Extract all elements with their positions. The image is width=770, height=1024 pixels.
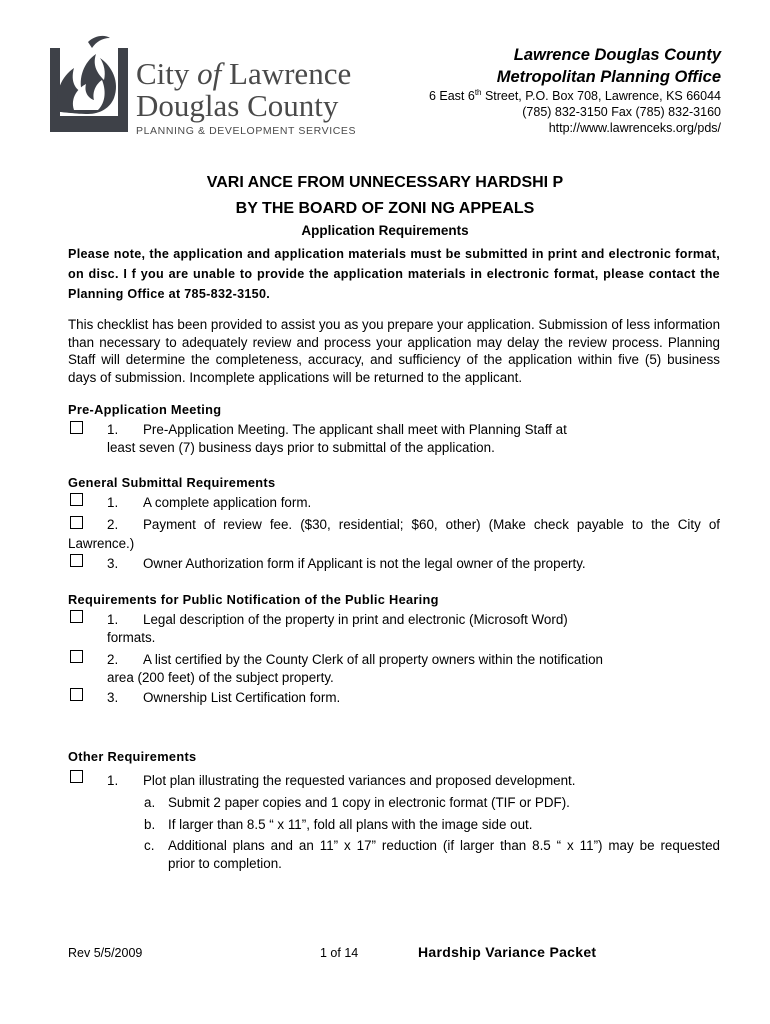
list-item: 1. A complete application form. (107, 495, 312, 510)
office-address: 6 East 6th Street, P.O. Box 708, Lawrence, KS 66044 (428, 87, 721, 103)
document-subtitle: BY THE BOARD OF ZONI NG APPEALS (235, 200, 535, 217)
checkbox-other-1[interactable] (70, 770, 83, 783)
footer-page-number: 1 of 14 (320, 946, 359, 960)
checkbox-public-3[interactable] (70, 688, 83, 701)
list-item: 1. Pre-Application Meeting. The applicant shall meet with Planning Staff at (107, 422, 567, 437)
sub-item-c-continued: prior to completion. (168, 856, 282, 871)
document-title: VARI ANCE FROM UNNECESSARY HARDSHI P (206, 174, 564, 191)
checkbox-general-1[interactable] (70, 493, 83, 506)
list-item-continued: least seven (7) business days prior to submittal of the application. (107, 440, 495, 455)
office-url[interactable]: http://www.lawrenceks.org/pds/ (548, 121, 721, 135)
list-item: 3. Owner Authorization form if Applicant is not the legal owner of the property. (107, 556, 586, 571)
list-item-continued: area (200 feet) of the subject property. (107, 670, 334, 685)
notice-text: Please note, the application and application materials must be submitted in print and electronic format, on disc. I f you are unable to provide the application materials in electronic format, please contact the Planning Office at 785-832-3150. (68, 247, 720, 301)
sub-item-a: a. Submit 2 paper copies and 1 copy in electronic format (TIF or PDF). (144, 795, 570, 810)
list-item: 1. Plot plan illustrating the requested variances and proposed development. (107, 773, 576, 788)
office-phone: (785) 832-3150 Fax (785) 832-3160 (522, 105, 721, 119)
intro-paragraph: This checklist has been provided to assist you as you prepare your application. Submission of less information than necessary to adequately review and process your application may delay the review process. Planning Staff will determine the completeness, accuracy, and sufficiency of the application within five (5) business days of submission. Incomplete applications will be returned to the applicant. (68, 317, 721, 385)
footer-title: Hardship Variance Packet (418, 944, 597, 960)
logo-line-1: City of Lawrence (136, 56, 352, 91)
section-title: Application Requirements (301, 223, 469, 238)
list-item: 3. Ownership List Certification form. (107, 690, 341, 705)
list-item: 1. Legal description of the property in print and electronic (Microsoft Word) (107, 612, 568, 627)
list-item: 2. A list certified by the County Clerk of all property owners within the notification (107, 652, 603, 667)
office-name-2: Metropolitan Planning Office (496, 68, 721, 86)
list-item-continued: Lawrence.) (68, 536, 135, 551)
office-header (391, 44, 721, 136)
heading-general-submittal: General Submittal Requirements (68, 475, 276, 490)
city-logo (48, 32, 357, 142)
list-item-continued: formats. (107, 630, 156, 645)
office-name-1: Lawrence Douglas County (513, 46, 721, 64)
flame-emblem-icon (48, 32, 130, 136)
checkbox-general-3[interactable] (70, 554, 83, 567)
sub-item-c: c. Additional plans and an 11” x 17” reduction (if larger than 8.5 “ x 11”) may be requested (144, 838, 720, 853)
heading-other-requirements: Other Requirements (68, 749, 197, 764)
sub-item-b: b. If larger than 8.5 “ x 11”, fold all plans with the image side out. (144, 817, 533, 832)
heading-public-notification: Requirements for Public Notification of the Public Hearing (68, 592, 439, 607)
checkbox-general-2[interactable] (70, 516, 83, 529)
checkbox-public-1[interactable] (70, 610, 83, 623)
footer-revision: Rev 5/5/2009 (68, 946, 143, 960)
list-item: 2. Payment of review fee. ($30, residential; $60, other) (Make check payable to the City of (107, 517, 720, 532)
logo-subtitle: PLANNING & DEVELOPMENT SERVICES (136, 125, 357, 137)
heading-pre-application: Pre-Application Meeting (68, 402, 222, 417)
checkbox-public-2[interactable] (70, 650, 83, 663)
logo-line-2: Douglas County (136, 88, 339, 123)
checkbox-pre-1[interactable] (70, 421, 83, 434)
